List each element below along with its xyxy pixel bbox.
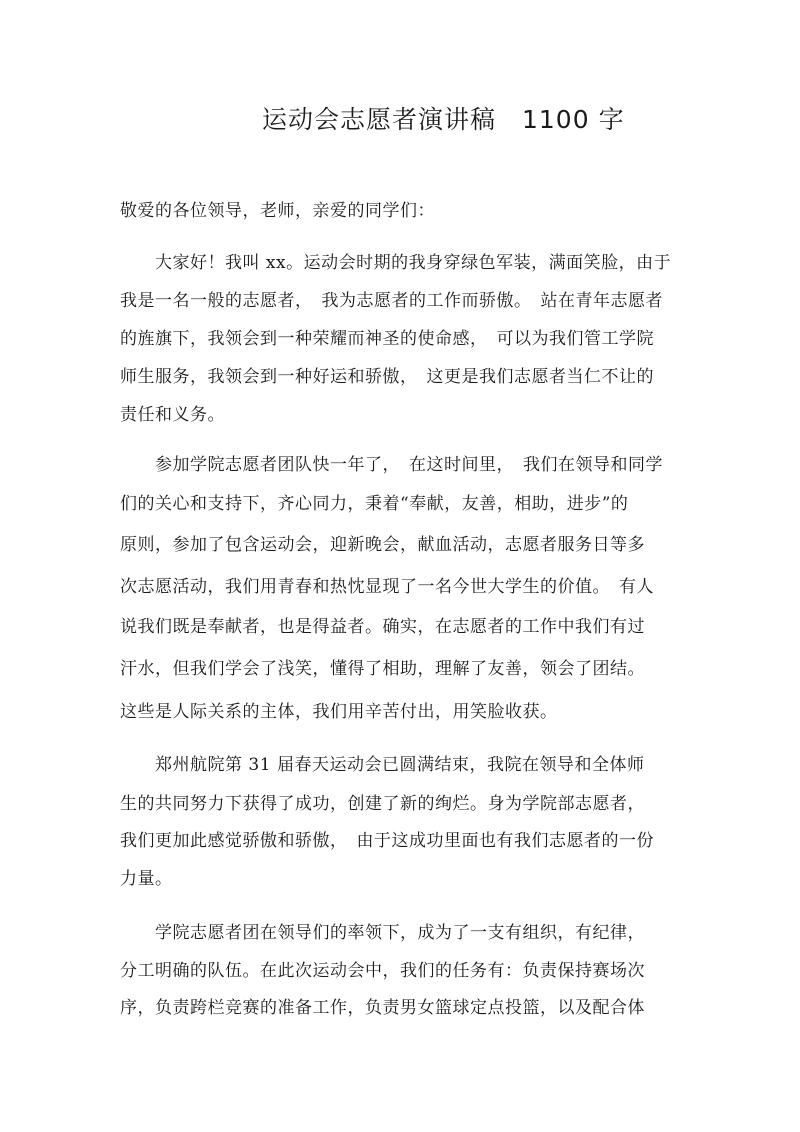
paragraph-line: 汗水，但我们学会了浅笑，懂得了相助，理解了友善，领会了团结。 — [120, 659, 645, 679]
paragraph-line: 生的共同努力下获得了成功，创建了新的绚烂。身为学院部志愿者， — [120, 794, 645, 814]
paragraph-line: 次志愿活动，我们用青春和热忱显现了一名今世大学生的价值。 有人 — [120, 577, 654, 597]
paragraph-line: 学院志愿者团在领导们的率领下，成为了一支有组织，有纪律， — [155, 923, 645, 943]
paragraph-line: 郑州航院第 31 届春天运动会已圆满结束，我院在领导和全体师 — [155, 755, 645, 775]
paragraph-line: 我们更加此感觉骄傲和骄傲， 由于这成功里面也有我们志愿者的一份 — [120, 831, 654, 851]
greeting-line: 敬爱的各位领导，老师，亲爱的同学们： — [120, 201, 435, 221]
paragraph-line: 原则，参加了包含运动会，迎新晚会，献血活动，志愿者服务日等多 — [120, 535, 645, 555]
paragraph-line: 我是一名一般的志愿者， 我为志愿者的工作而骄傲。 站在青年志愿者 — [120, 291, 663, 311]
paragraph-line: 序，负责跨栏竞赛的准备工作，负责男女篮球定点投篮，以及配合体 — [120, 998, 645, 1018]
document-title: 运动会志愿者演讲稿 1100 字 — [262, 105, 625, 134]
paragraph-line: 力量。 — [120, 869, 173, 889]
paragraph-line: 们的关心和支持下，齐心同力，秉着“奉献，友善，相助，进步”的 — [120, 494, 629, 514]
paragraph-line: 说我们既是奉献者，也是得益者。确实，在志愿者的工作中我们有过 — [120, 617, 645, 637]
paragraph-line: 大家好！我叫 xx。运动会时期的我身穿绿色军装，满面笑脸，由于 — [155, 253, 672, 273]
paragraph-line: 参加学院志愿者团队快一年了， 在这时间里， 我们在领导和同学 — [155, 455, 663, 475]
paragraph-line: 的旌旗下，我领会到一种荣耀而神圣的使命感， 可以为我们管工学院 — [120, 329, 654, 349]
paragraph-line: 这些是人际关系的主体，我们用辛苦付出，用笑脸收获。 — [120, 702, 558, 722]
paragraph-line: 师生服务，我领会到一种好运和骄傲， 这更是我们志愿者当仁不让的 — [120, 367, 654, 387]
paragraph-line: 责任和义务。 — [120, 405, 225, 425]
paragraph-line: 分工明确的队伍。在此次运动会中，我们的任务有：负责保持赛场次 — [120, 961, 645, 981]
